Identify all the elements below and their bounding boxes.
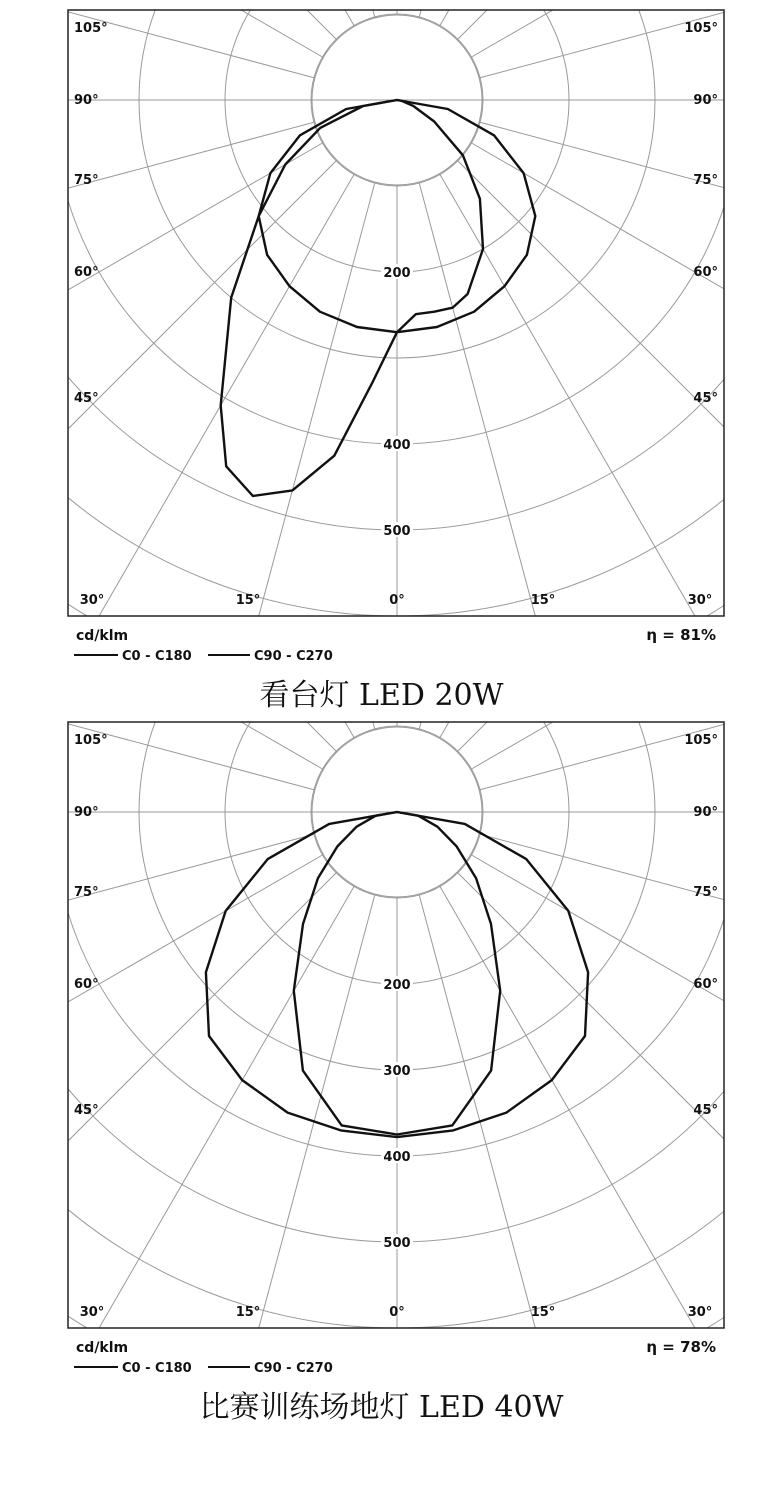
legend-label-c0-c180: C0 - C180 (122, 1361, 192, 1376)
chart-2-caption: 比赛训练场地灯 LED 40W (199, 1390, 564, 1425)
polar-grid (0, 712, 763, 1382)
grid-spoke (0, 0, 355, 26)
legend-label-c90-c270: C90 - C270 (254, 649, 333, 664)
angle-label-left: 105° (74, 21, 108, 36)
angle-label-bottom: 30° (79, 593, 105, 608)
ring-label: 200 (383, 978, 411, 993)
angle-label-bottom: 30° (687, 593, 713, 608)
angle-label-bottom: 30° (79, 1305, 105, 1320)
ring-label: 300 (383, 1064, 411, 1079)
grid-spoke (0, 712, 323, 770)
ring-label: 400 (383, 438, 411, 453)
grid-spoke (471, 0, 763, 58)
grid-spoke (0, 0, 323, 58)
grid-spoke (0, 122, 315, 411)
angle-label-right: 60° (693, 977, 718, 992)
polar-chart-2 (0, 712, 763, 1432)
angle-label-left: 90° (74, 93, 99, 108)
grid-spoke (471, 712, 763, 770)
angle-label-left: 60° (74, 265, 99, 280)
angle-label-right: 45° (693, 391, 718, 406)
angle-label-right: 75° (693, 885, 718, 900)
grid-spoke (479, 122, 763, 411)
angle-label-bottom: 30° (687, 1305, 713, 1320)
angle-label-left: 45° (74, 1103, 99, 1118)
unit-label: cd/klm (76, 1340, 129, 1356)
efficiency-label: η = 78% (646, 1338, 716, 1356)
angle-label-right: 75° (693, 173, 718, 188)
ring-label: 200 (383, 266, 411, 281)
grid-spoke (0, 834, 315, 1123)
angle-label-bottom: 0° (389, 593, 405, 608)
grid-spoke (419, 712, 708, 730)
grid-spoke (457, 872, 763, 1382)
grid-spoke (0, 872, 337, 1382)
legend-label-c90-c270: C90 - C270 (254, 1361, 333, 1376)
angle-label-left: 105° (74, 733, 108, 748)
efficiency-label: η = 81% (646, 626, 716, 644)
grid-spoke (0, 160, 337, 670)
grid-spoke (479, 0, 763, 78)
angle-label-right: 90° (693, 805, 718, 820)
angle-label-bottom: 15° (530, 593, 556, 608)
angle-label-bottom: 15° (530, 1305, 556, 1320)
grid-spoke (419, 0, 708, 18)
angle-label-right: 105° (684, 21, 718, 36)
angle-label-right: 90° (693, 93, 718, 108)
grid-spoke (0, 174, 355, 670)
grid-spoke (0, 0, 337, 40)
angle-label-bottom: 15° (235, 1305, 261, 1320)
grid-spoke (440, 886, 763, 1382)
angle-label-bottom: 0° (389, 1305, 405, 1320)
grid-spoke (0, 0, 315, 78)
polar-chart-1 (0, 0, 763, 712)
unit-label: cd/klm (76, 628, 129, 644)
angle-label-right: 45° (693, 1103, 718, 1118)
angle-label-left: 45° (74, 391, 99, 406)
grid-spoke (479, 834, 763, 1123)
angle-label-bottom: 15° (235, 593, 261, 608)
legend-label-c0-c180: C0 - C180 (122, 649, 192, 664)
grid-spoke (86, 712, 375, 730)
polar-chart-2-svg (0, 712, 763, 1382)
grid-spoke (479, 712, 763, 790)
grid-spoke (86, 0, 375, 18)
grid-spoke (457, 160, 763, 670)
angle-label-right: 60° (693, 265, 718, 280)
grid-spoke (0, 712, 337, 752)
grid-spoke (0, 712, 315, 790)
ring-label: 500 (383, 1236, 411, 1251)
ring-label: 400 (383, 1150, 411, 1165)
angle-label-left: 90° (74, 805, 99, 820)
grid-spoke (86, 182, 375, 670)
angle-label-left: 75° (74, 173, 99, 188)
polar-chart-1-svg (0, 0, 763, 670)
grid-spoke (86, 894, 375, 1382)
angle-label-left: 60° (74, 977, 99, 992)
ring-label: 500 (383, 524, 411, 539)
grid-spoke (0, 886, 355, 1382)
angle-label-left: 75° (74, 885, 99, 900)
chart-1-caption: 看台灯 LED 20W (259, 678, 504, 713)
grid-spoke (419, 894, 708, 1382)
grid-spoke (0, 712, 355, 738)
angle-label-right: 105° (684, 733, 718, 748)
grid-spoke (440, 174, 763, 670)
grid-spoke (419, 182, 708, 670)
polar-grid (0, 0, 763, 670)
